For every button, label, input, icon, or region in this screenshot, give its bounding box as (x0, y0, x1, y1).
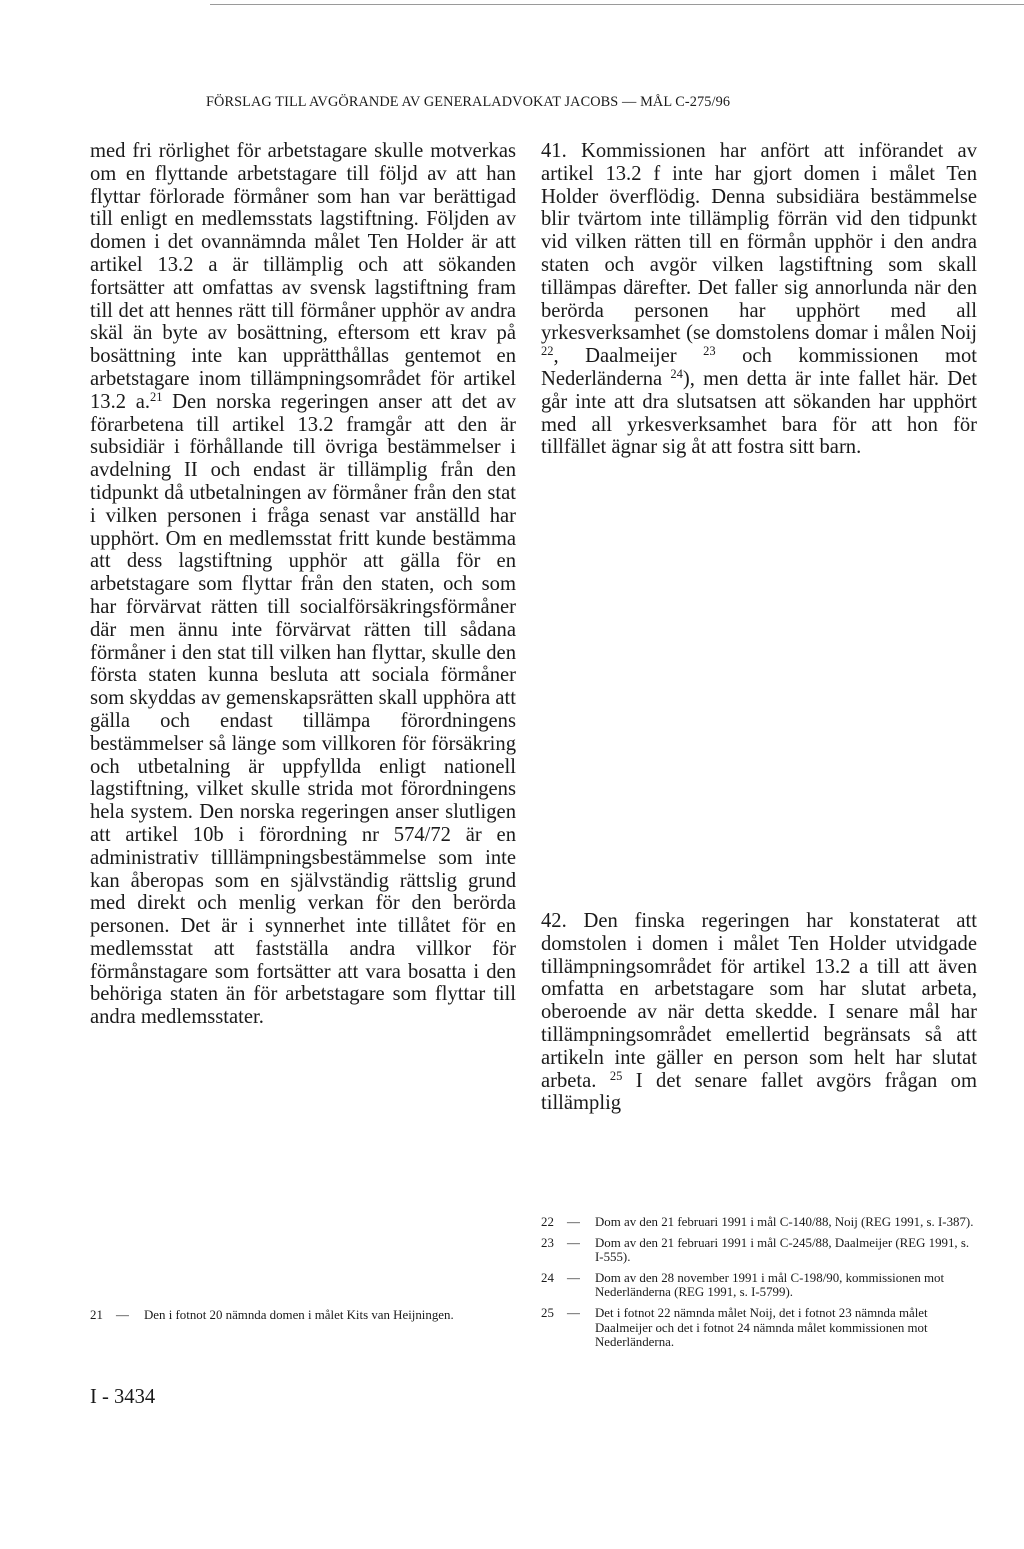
footnote-number: 24 (541, 1270, 554, 1285)
paragraph-42-text (541, 910, 977, 1115)
footnote-dash: — (567, 1235, 580, 1250)
footnote-number: 21 (90, 1308, 103, 1322)
footnote-ref-23[interactable]: 23 (703, 344, 716, 359)
footnote-text: Dom av den 21 februari 1991 i mål C-245/88, Daalmeijer (REG 1991, s. I-555). (595, 1235, 970, 1265)
p42-text-1: 42. Den finska regeringen har konstaterat att domstolen i domen i målet Ten Holder utvidgade tillämpningsområdet för artikel 13.2 a till att även omfatta en arbetstagare som har slutat arbeta, oberoende av när detta skedde. I senare mål har tillämpningsområdet emellertid begränsats så att artikeln inte gäller en person som helt har slutat arbeta. (541, 910, 977, 1092)
left-paragraph (90, 140, 516, 1029)
footnote-text: Den i fotnot 20 nämnda domen i målet Kits van Heijningen. (144, 1308, 454, 1322)
p42-text-2: I det senare fallet avgörs frågan om tillämplig (541, 1069, 977, 1115)
p41-text-3: och kommissionen mot Nederländerna (541, 345, 977, 390)
footnote-23 (541, 1236, 977, 1265)
p41-text-2: , Daalmeijer (553, 345, 704, 368)
left-text-1: med fri rörlighet för arbetstagare skulle motverkas om en flyttande arbetstagare till följd av att han flyttar förlorade förmåner som han var berättigad till enligt en medlemsstats lagstiftning. Följden av domen i det ovannämnda målet Ten Holder är att artikel 13.2 a är tillämplig och att sökanden fortsätter att omfattas av svensk lagstiftning fram till det att hennes rätt till förmåner upphör av andra skäl än byte av bosättning, eftersom ett krav på bosättning inte kan upprätthållas gentemot en arbetstagare inom tillämpningsområdet för artikel 13.2 a. (90, 140, 516, 413)
footnote-ref-22[interactable]: 22 (541, 344, 554, 359)
footnote-22 (541, 1215, 977, 1230)
footnote-24 (541, 1271, 977, 1300)
footnote-dash: — (567, 1215, 580, 1229)
paragraph-41 (541, 140, 977, 459)
footnote-dash: — (567, 1305, 580, 1320)
page-number: I - 3434 (90, 1386, 156, 1408)
left-column (90, 140, 516, 1029)
footnote-text: Det i fotnot 22 nämnda målet Noij, det i fotnot 23 nämnda målet Daalmeijer och det i fotnot 24 nämnda målet kommissionen mot Nederländerna. (595, 1305, 928, 1350)
paragraph-41-text (541, 140, 977, 459)
footnote-21 (90, 1308, 516, 1323)
footnote-number: 23 (541, 1235, 554, 1250)
running-head: FÖRSLAG TILL AVGÖRANDE AV GENERALADVOKAT JACOBS — MÅL C-275/96 (206, 94, 731, 110)
top-rule (210, 4, 1024, 5)
left-text-2: Den norska regeringen anser att det av förarbetena till artikel 13.2 framgår att den är subsidiär i förhållande till övriga bestämmelser i avdelning II och endast är tillämplig från den tidpunkt då utbetalningen av förmåner från den stat i vilken personen i fråga senast var anställd har upphört. Om en medlemsstat fritt kunde bestämma att dess lagstiftning upphör att gälla för en arbetstagare som flyttar från den staten, och som har förvärvat rätten till socialförsäkringsförmåner där men ännu inte förvärvat rätten till sådana förmåner i den stat till vilken han flyttar, skulle den första staten kunna besluta att sociala förmåner som skyddas av gemenskapsrätten skall upphöra att gälla och endast tillämpa förordningens bestämmelser så länge som villkoren för försäkring och utbetalning är uppfyllda enligt nationell lagstiftning, vilket skulle strida mot förordningens hela system. Den norska regeringen anser slutligen att artikel 10b i förordning nr 574/72 är en administrativ tilllämpningsbestämmelse som inte kan åberopas som en självständig rättslig grund med direkt och menlig verkan för den berörda personen. Det är i synnerhet inte tillåtet för en medlemsstat att fastställa andra villkor för förmånstagare som fortsätter att vara bosatta i den behöriga staten än för arbetstagare som flyttar till andra medlemsstater. (90, 390, 516, 1029)
footnote-list (541, 1215, 977, 1356)
paragraph-42 (541, 910, 977, 1115)
footnote-text: Dom av den 21 februari 1991 i mål C-140/88, Noij (REG 1991, s. I-387). (595, 1215, 974, 1229)
footnote-dash: — (567, 1270, 580, 1285)
footnote-number: 25 (541, 1305, 554, 1320)
p41-text-4: ), men detta är inte fallet här. Det går inte att dra slutsatsen att sökanden har upphört med all yrkesverksamhet bara för att hon för tillfället ägnar sig åt att fostra sitt barn. (541, 367, 977, 459)
footnote-ref-24[interactable]: 24 (670, 366, 683, 381)
footnote-dash: — (116, 1308, 129, 1322)
p41-text-1: 41. Kommissionen har anfört att införandet av artikel 13.2 f inte har gjort domen i målet Ten Holder överflödig. Denna subsidiära bestämmelse blir tvärtom inte tillämplig förrän vid den tidpunkt vid vilken rätten till en förmån upphör i den andra staten och avgör vilken lagstiftning som skall tillämpas därefter. Det faller sig annorlunda när den berörda personen har upphört med all yrkesverksamhet (se domstolens domar i målen Noij (541, 140, 977, 345)
footnote-ref-25[interactable]: 25 (609, 1068, 623, 1083)
footnote-text: Dom av den 28 november 1991 i mål C-198/90, kommissionen mot Nederländerna (REG 1991, s. I-5799). (595, 1270, 945, 1300)
footnote-number: 22 (541, 1215, 554, 1229)
footnote-ref-21[interactable]: 21 (150, 389, 163, 404)
footnote-25 (541, 1306, 977, 1350)
